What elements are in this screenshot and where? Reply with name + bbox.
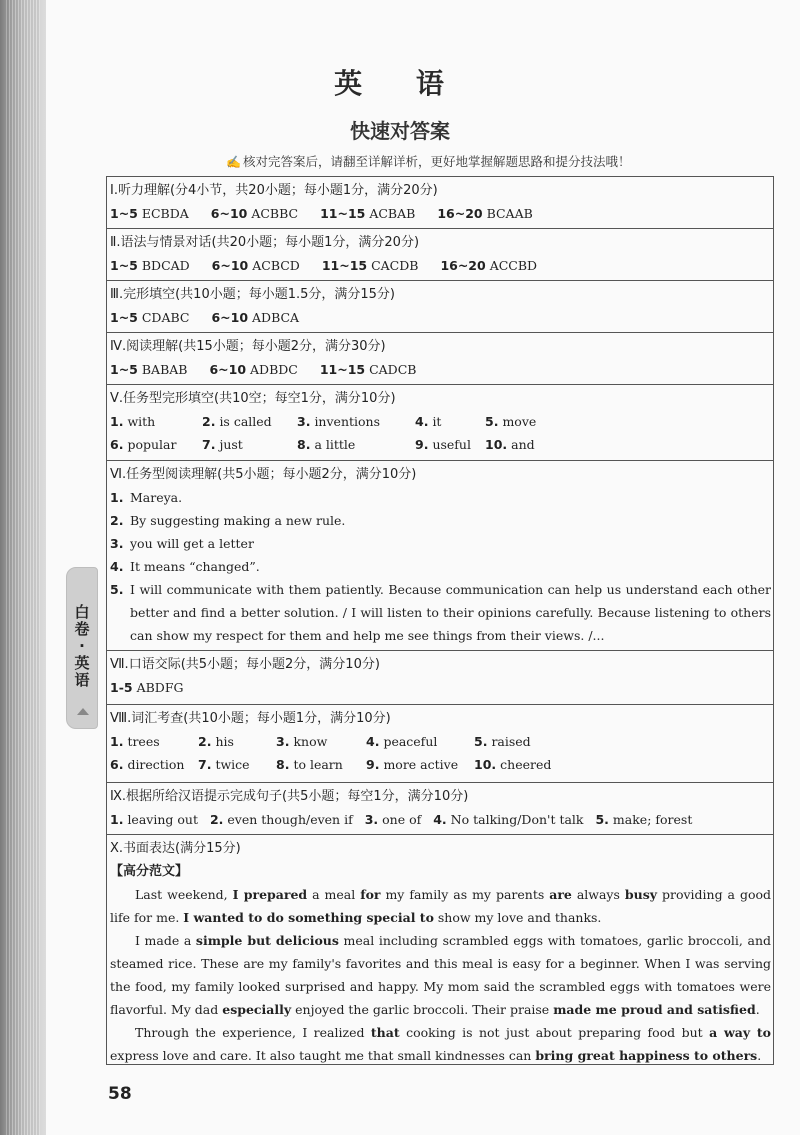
answer-value: BABAB xyxy=(141,362,188,377)
essay-text: enjoyed the garlic broccoli. Their praise xyxy=(291,1002,554,1017)
essay-highlight: bring great happiness to others xyxy=(535,1048,758,1063)
item-answer: move xyxy=(502,414,537,429)
page-title: 英 语 xyxy=(334,67,466,100)
side-tab xyxy=(66,567,98,729)
item-number: 8. xyxy=(276,757,290,772)
answer-item xyxy=(415,410,485,433)
essay-highlight: made me proud and satisfied xyxy=(553,1002,756,1017)
answer-line xyxy=(110,532,773,555)
answer-row xyxy=(110,202,773,225)
answer-range: 1~5 xyxy=(110,206,138,221)
answer-range: 16~20 xyxy=(437,206,483,221)
essay-highlight: I prepared xyxy=(232,887,308,902)
item-number: 5. xyxy=(595,812,609,827)
item-answer: peaceful xyxy=(383,734,438,749)
item-number: 5. xyxy=(110,582,124,597)
essay-paragraph xyxy=(110,883,773,929)
arrow-up-icon xyxy=(77,708,89,715)
answer-value: ACBBC xyxy=(251,206,299,221)
essay-text: show my love and thanks. xyxy=(433,910,602,925)
essay-highlight: I wanted to do something special to xyxy=(183,910,434,925)
item-answer: with xyxy=(127,414,156,429)
item-number: 3. xyxy=(276,734,290,749)
item-number: 10. xyxy=(485,437,508,452)
section-dialogue xyxy=(107,651,773,705)
answer-line xyxy=(110,555,773,578)
answer-row xyxy=(110,676,773,699)
essay-paragraph xyxy=(110,1021,773,1067)
item-number: 4. xyxy=(415,414,429,429)
essay-highlight: busy xyxy=(624,887,658,902)
answer-item xyxy=(366,730,474,753)
item-number: 3. xyxy=(364,812,379,827)
answer-range: 6~10 xyxy=(211,310,249,325)
item-number: 6. xyxy=(110,757,124,772)
answer-item xyxy=(276,730,366,753)
essay-text: providing a good life for me. xyxy=(110,887,771,925)
item-answer: and xyxy=(511,437,535,452)
item-answer: it xyxy=(432,414,442,429)
item-answer: twice xyxy=(215,757,250,772)
essay-highlight: that xyxy=(370,1025,400,1040)
essay-text: meal including scrambled eggs with tomatoes, garlic broccoli, and steamed rice. These are my family's favorites and this meal is easy for a beginner. When I was serving the food, my family looked surprised and happy. My mom said the scrambled eggs with tomatoes were flavorful. My dad xyxy=(110,933,771,1017)
answer-item xyxy=(366,753,474,776)
answer-range: 1~5 xyxy=(110,258,138,273)
item-answer: even though/even if xyxy=(227,812,353,827)
answer-item xyxy=(198,730,276,753)
essay-text: my family as my parents xyxy=(380,887,550,902)
item-number: 3. xyxy=(297,414,311,429)
answer-range: 6~10 xyxy=(209,362,247,377)
answer-item xyxy=(474,730,531,753)
section-title: Ⅳ.阅读理解(共15小题；每小题2分，满分30分) xyxy=(110,339,386,354)
item-answer: you will get a letter xyxy=(130,536,254,551)
answer-item xyxy=(297,410,415,433)
answer-line xyxy=(110,578,773,647)
page-subtitle: 快速对答案 xyxy=(350,119,450,143)
item-number: 4. xyxy=(433,812,447,827)
section-grammar xyxy=(107,229,773,281)
answer-range: 1-5 xyxy=(110,680,133,695)
item-answer: his xyxy=(215,734,234,749)
side-tab-label: 白卷·英语 xyxy=(74,603,90,689)
book-spine-edge xyxy=(0,0,46,1135)
answer-value: ECBDA xyxy=(141,206,189,221)
item-answer: more active xyxy=(383,757,459,772)
answer-range: 1~5 xyxy=(110,310,138,325)
section-vocabulary xyxy=(107,705,773,783)
section-title: Ⅸ.根据所给汉语提示完成句子(共5小题；每空1分，满分10分) xyxy=(110,789,469,804)
item-number: 5. xyxy=(485,414,499,429)
essay-text: cooking is not just about preparing food but xyxy=(399,1025,710,1040)
item-answer: It means “changed”. xyxy=(130,559,260,574)
item-answer: know xyxy=(293,734,328,749)
pen-icon: ✍ xyxy=(226,155,241,169)
answer-row xyxy=(110,433,773,456)
item-answer: just xyxy=(219,437,243,452)
item-number: 8. xyxy=(297,437,311,452)
answer-value: ACCBD xyxy=(489,258,538,273)
page-number: 58 xyxy=(108,1084,132,1104)
item-answer: trees xyxy=(127,734,160,749)
essay-text: Through the experience, I realized xyxy=(135,1025,371,1040)
answer-row xyxy=(110,730,773,753)
answer-item xyxy=(198,753,276,776)
essay-text: . xyxy=(755,1002,760,1017)
item-answer: inventions xyxy=(314,414,381,429)
answer-line xyxy=(110,509,773,532)
answer-item xyxy=(415,433,485,456)
essay-highlight: are xyxy=(549,887,572,902)
item-number: 10. xyxy=(474,757,497,772)
item-number: 3. xyxy=(110,536,124,551)
answer-value: ADBDC xyxy=(250,362,298,377)
item-answer: popular xyxy=(127,437,177,452)
answer-row xyxy=(110,753,773,776)
item-number: 5. xyxy=(474,734,488,749)
essay-highlight: a way to xyxy=(709,1025,771,1040)
answer-item xyxy=(202,433,297,456)
answer-item xyxy=(297,433,415,456)
section-title: Ⅷ.词汇考查(共10小题；每小题1分，满分10分) xyxy=(110,711,391,726)
answer-value: BDCAD xyxy=(141,258,190,273)
answer-range: 6~10 xyxy=(210,206,248,221)
instruction-note-text: 核对完答案后，请翻至详解详析，更好地掌握解题思路和提分技法哦！ xyxy=(242,154,631,169)
item-number: 1. xyxy=(110,812,124,827)
item-answer: a little xyxy=(314,437,356,452)
essay-text: a meal xyxy=(307,887,361,902)
essay-text: always xyxy=(571,887,625,902)
section-title: Ⅴ.任务型完形填空(共10空；每空1分，满分10分) xyxy=(110,391,396,406)
answer-value: ABDFG xyxy=(136,680,184,695)
answer-row xyxy=(110,358,773,381)
section-listening xyxy=(107,177,773,229)
section-task-reading xyxy=(107,461,773,651)
essay-text: express love and care. It also taught me that small kindnesses can xyxy=(110,1048,536,1063)
item-answer: By suggesting making a new rule. xyxy=(130,513,346,528)
section-writing xyxy=(107,835,773,1071)
answer-row xyxy=(110,306,773,329)
answer-range: 16~20 xyxy=(440,258,486,273)
section-title: Ⅶ.口语交际(共5小题；每小题2分，满分10分) xyxy=(110,657,380,672)
answer-item xyxy=(110,433,202,456)
item-answer: useful xyxy=(432,437,471,452)
answer-line xyxy=(110,486,773,509)
answer-item xyxy=(202,410,297,433)
section-title: Ⅲ.完形填空(共10小题；每小题1.5分，满分15分) xyxy=(110,287,395,302)
essay-highlight: simple but delicious xyxy=(195,933,339,948)
answer-item xyxy=(485,410,536,433)
answer-item xyxy=(110,410,202,433)
section-cloze xyxy=(107,281,773,333)
section-sentence-completion xyxy=(107,783,773,835)
item-number: 4. xyxy=(366,734,380,749)
essay-paragraph xyxy=(110,929,773,1021)
answer-value: CADCB xyxy=(369,362,417,377)
instruction-note xyxy=(226,152,630,170)
answer-range: 1~5 xyxy=(110,362,138,377)
item-answer: Mareya. xyxy=(130,490,183,505)
item-answer: one of xyxy=(382,812,422,827)
answer-row xyxy=(110,808,773,831)
answer-item xyxy=(474,753,551,776)
item-answer: is called xyxy=(219,414,272,429)
item-answer: to learn xyxy=(293,757,343,772)
item-number: 6. xyxy=(110,437,124,452)
section-reading xyxy=(107,333,773,385)
answer-range: 11~15 xyxy=(321,258,368,273)
answer-range: 11~15 xyxy=(319,362,366,377)
item-number: 2. xyxy=(198,734,212,749)
section-title: Ⅹ.书面表达(满分15分) xyxy=(110,841,241,856)
item-number: 2. xyxy=(202,414,216,429)
item-number: 9. xyxy=(366,757,380,772)
item-number: 1. xyxy=(110,734,124,749)
essay-highlight: especially xyxy=(222,1002,292,1017)
answer-value: ADBCA xyxy=(252,310,300,325)
page-edges xyxy=(6,0,40,1135)
item-number: 1. xyxy=(110,490,124,505)
essay-label: 【高分范文】 xyxy=(110,864,189,879)
item-answer: I will communicate with them patiently. Because communication can help us understand each other better and find a better solution. / I will listen to their opinions carefully. Because listening to others can show my respect for them and help me see things from their views. /... xyxy=(130,582,771,643)
item-number: 2. xyxy=(209,812,224,827)
section-title: Ⅰ.听力理解(分4小节，共20小题；每小题1分，满分20分) xyxy=(110,183,438,198)
item-number: 2. xyxy=(110,513,124,528)
section-task-cloze xyxy=(107,385,773,461)
answer-range: 6~10 xyxy=(211,258,249,273)
item-number: 1. xyxy=(110,414,124,429)
essay-highlight: for xyxy=(360,887,381,902)
answer-value: BCAAB xyxy=(486,206,533,221)
item-answer: make; forest xyxy=(612,812,693,827)
answer-item xyxy=(110,753,198,776)
answer-value: CACDB xyxy=(371,258,419,273)
answer-item xyxy=(276,753,366,776)
section-title: Ⅵ.任务型阅读理解(共5小题；每小题2分，满分10分) xyxy=(110,467,417,482)
item-answer: No talking/Don't talk xyxy=(450,812,584,827)
answer-table xyxy=(106,176,774,1065)
item-answer: raised xyxy=(491,734,531,749)
answer-value: ACBAB xyxy=(369,206,416,221)
section-title: Ⅱ.语法与情景对话(共20小题；每小题1分，满分20分) xyxy=(110,235,420,250)
item-answer: direction xyxy=(127,757,185,772)
answer-value: CDABC xyxy=(141,310,190,325)
item-answer: cheered xyxy=(500,757,552,772)
essay-text: I made a xyxy=(135,933,196,948)
answer-range: 11~15 xyxy=(320,206,366,221)
item-number: 7. xyxy=(202,437,216,452)
essay-text: . xyxy=(757,1048,762,1063)
answer-row xyxy=(110,410,773,433)
answer-item xyxy=(485,433,535,456)
item-number: 9. xyxy=(415,437,429,452)
essay-text: Last weekend, xyxy=(135,887,233,902)
answer-item xyxy=(110,730,198,753)
answer-value: ACBCD xyxy=(252,258,300,273)
item-number: 7. xyxy=(198,757,212,772)
item-answer: leaving out xyxy=(127,812,198,827)
item-number: 4. xyxy=(110,559,124,574)
answer-row xyxy=(110,254,773,277)
